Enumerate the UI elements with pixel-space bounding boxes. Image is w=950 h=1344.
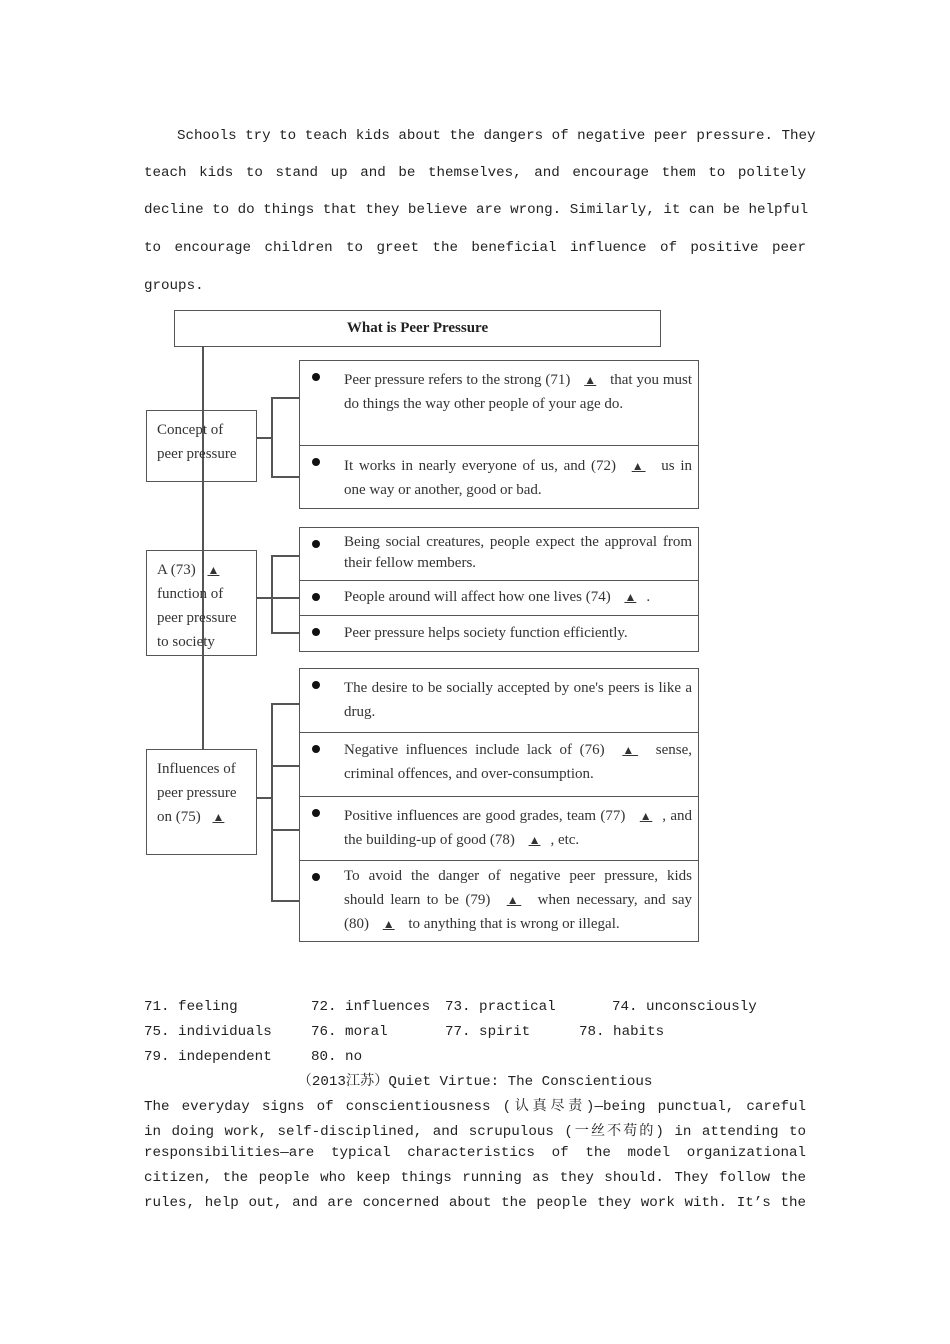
blank-marker: ▲	[624, 590, 637, 604]
connector	[256, 437, 272, 439]
connector	[271, 476, 299, 478]
blank-marker: ▲	[584, 373, 597, 387]
list-item	[299, 796, 699, 861]
connector	[271, 703, 299, 705]
blank-marker: ▲	[528, 833, 541, 847]
answer: 75. individuals	[144, 1024, 272, 1040]
body-line: in doing work, self-disciplined, and scrupulous (一丝不苟的) in attending to	[144, 1124, 806, 1140]
item-text: .	[646, 589, 651, 605]
connector	[271, 829, 299, 831]
answer: 76. moral	[311, 1024, 388, 1040]
connector	[271, 765, 299, 767]
connector	[271, 900, 299, 902]
trunk-line	[202, 346, 204, 749]
list-item	[299, 860, 699, 942]
connector	[271, 397, 273, 477]
intro-line: Schools try to teach kids about the dangers of negative peer pressure. They	[177, 128, 816, 144]
list-item	[299, 668, 699, 733]
item-text: sense, criminal offences, and over-consumption.	[344, 742, 692, 782]
label-influences	[146, 749, 257, 855]
connector	[256, 597, 299, 599]
item-text: us in one way or another, good or bad.	[344, 458, 693, 498]
connector	[271, 397, 299, 399]
item-text: Positive influences are good grades, team (77)	[344, 808, 626, 824]
answer: 71. feeling	[144, 999, 238, 1015]
bullet-icon	[312, 873, 320, 881]
item-text: when necessary, and say (80)	[344, 892, 692, 932]
section-title: （2013江苏）Quiet Virtue: The Conscientious	[297, 1074, 653, 1090]
bullet-icon	[312, 373, 320, 381]
item-text: The desire to be socially accepted by one's peers is like a drug.	[344, 680, 692, 720]
answer: 79. independent	[144, 1049, 272, 1065]
connector	[271, 555, 273, 633]
connector	[271, 703, 273, 901]
body-line: responsibilities—are typical characteristics of the model organizational	[144, 1145, 806, 1161]
answer: 78. habits	[579, 1024, 665, 1040]
bullet-icon	[312, 593, 320, 601]
answer: 73. practical	[445, 999, 556, 1015]
bullet-icon	[312, 681, 320, 689]
item-text: People around will affect how one lives (74)	[344, 589, 611, 605]
blank-marker: ▲	[212, 810, 225, 824]
blank-marker: ▲	[631, 459, 646, 473]
list-item	[299, 615, 699, 652]
item-text: Peer pressure refers to the strong (71)	[344, 372, 571, 388]
list-item	[299, 580, 699, 616]
item-text: It works in nearly everyone of us, and (72)	[344, 458, 616, 474]
body-line: The everyday signs of conscientiousness (认真尽责)—being punctual, careful	[144, 1099, 806, 1115]
blank-marker: ▲	[207, 563, 220, 577]
answer: 80. no	[311, 1049, 363, 1065]
bullet-icon	[312, 628, 320, 636]
diagram-title: What is Peer Pressure	[174, 310, 661, 347]
list-item	[299, 445, 699, 509]
item-text: , and the building-up of good (78)	[344, 808, 692, 848]
intro-line: decline to do things that they believe are wrong. Similarly, it can be helpful	[144, 202, 809, 218]
bullet-icon	[312, 745, 320, 753]
item-text: to anything that is wrong or illegal.	[408, 916, 620, 932]
intro-line: to encourage children to greet the beneficial influence of positive peer	[144, 240, 806, 256]
blank-marker: ▲	[506, 893, 522, 907]
body-line: citizen, the people who keep things running as they should. They follow the	[144, 1170, 806, 1186]
item-text: Peer pressure helps society function efficiently.	[344, 625, 628, 641]
item-text: Being social creatures, people expect the approval from their fellow members.	[344, 534, 692, 571]
item-text: To avoid the danger of negative peer pressure, kids should learn to be (79)	[344, 868, 692, 908]
answer: 72. influences	[311, 999, 431, 1015]
bullet-icon	[312, 458, 320, 466]
bullet-icon	[312, 809, 320, 817]
intro-line: teach kids to stand up and be themselves, and encourage them to politely	[144, 165, 806, 181]
connector	[271, 555, 299, 557]
answer: 77. spirit	[445, 1024, 531, 1040]
label-function	[146, 550, 257, 656]
item-text: Negative influences include lack of (76)	[344, 742, 605, 758]
item-text: that you must do things the way other people of your age do.	[344, 372, 692, 412]
list-item	[299, 360, 699, 446]
blank-marker: ▲	[622, 743, 639, 757]
label-text: Influences of peer pressure on (75)	[157, 761, 237, 825]
bullet-icon	[312, 540, 320, 548]
blank-marker: ▲	[382, 917, 395, 931]
body-line: rules, help out, and are concerned about the people they work with. It’s the	[144, 1195, 806, 1211]
connector	[256, 797, 272, 799]
list-item	[299, 527, 699, 581]
label-text: function of peer pressure to society	[157, 586, 237, 650]
connector	[271, 632, 299, 634]
label-text: A (73)	[157, 562, 196, 578]
item-text: , etc.	[550, 832, 580, 848]
answer: 74. unconsciously	[612, 999, 757, 1015]
list-item	[299, 732, 699, 797]
blank-marker: ▲	[639, 809, 653, 823]
label-concept: Concept of peer pressure	[146, 410, 257, 482]
intro-line: groups.	[144, 278, 204, 294]
